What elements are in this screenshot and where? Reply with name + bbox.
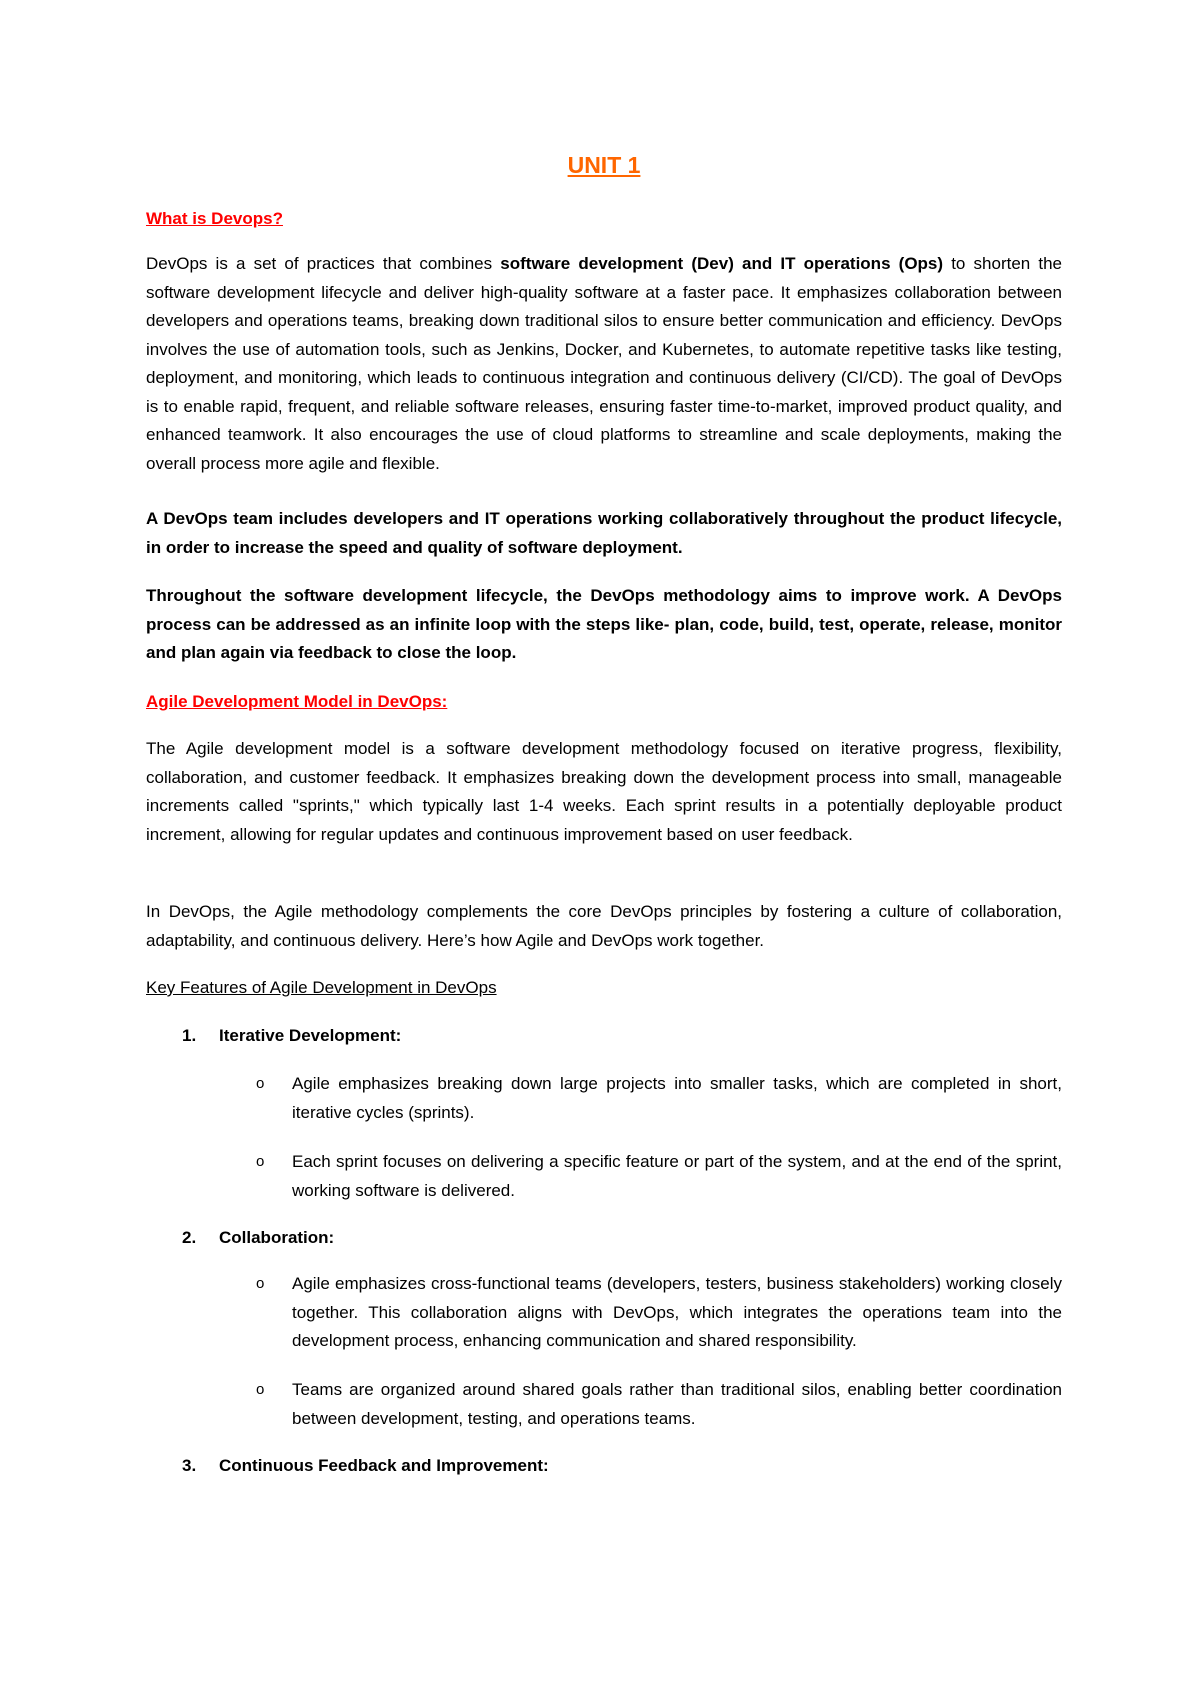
- bullet-icon: o: [256, 1153, 265, 1170]
- sub-bullet-text: Each sprint focuses on delivering a specific feature or part of the system, and at the end of the sprint, working software is delivered.: [292, 1152, 1062, 1200]
- section-heading-text: What is Devops?: [146, 209, 283, 228]
- paragraph-text: In DevOps, the Agile methodology complements the core DevOps principles by fostering a culture of collaboration, adaptability, and continuous delivery. Here’s how Agile and DevOps work together.: [146, 902, 1062, 950]
- list-label: Collaboration:: [219, 1228, 335, 1247]
- section-heading-text: Agile Development Model in DevOps:: [146, 692, 448, 711]
- section-heading-text: Key Features of Agile Development in DevOps: [146, 978, 497, 997]
- list-number: 3.: [182, 1456, 197, 1475]
- list-label: Iterative Development:: [219, 1026, 402, 1045]
- devops-lifecycle-paragraph: [146, 582, 1062, 668]
- paragraph-text: DevOps is a set of practices that combines software development (Dev) and IT operations (Ops) to shorten the software development lifecycle and deliver high-quality software at a faster pace. It emphasizes collaboration between developers and operations teams, breaking down traditional silos to ensure better communication and efficiency. DevOps involves the use of automation tools, such as Jenkins, Docker, and Kubernetes, to automate repetitive tasks like testing, deployment, and monitoring, which leads to continuous integration and continuous delivery (CI/CD). The goal of DevOps is to enable rapid, frequent, and reliable software releases, ensuring faster time-to-market, improved product quality, and enhanced teamwork. It also encourages the use of cloud platforms to streamline and scale deployments, making the overall process more agile and flexible.: [146, 254, 1063, 473]
- list-number: 2.: [182, 1228, 197, 1247]
- bullet-icon: o: [256, 1275, 265, 1292]
- page-title: UNIT 1: [567, 152, 641, 178]
- list-number: 1.: [182, 1026, 197, 1045]
- sub-bullet-text: Agile emphasizes breaking down large projects into smaller tasks, which are completed in short, iterative cycles (sprints).: [292, 1074, 1062, 1122]
- sub-bullet-text: Teams are organized around shared goals rather than traditional silos, enabling better coordination between development, testing, and operations teams.: [292, 1380, 1062, 1428]
- paragraph-text: Throughout the software development lifecycle, the DevOps methodology aims to improve work. A DevOps process can be addressed as an infinite loop with the steps like- plan, code, build, test, operate, release, monitor and plan again via feedback to close the loop.: [146, 586, 1062, 662]
- paragraph-text: A DevOps team includes developers and IT operations working collaboratively throughout the product lifecycle, in order to increase the speed and quality of software deployment.: [146, 509, 1062, 557]
- devops-definition-paragraph: [146, 250, 1062, 478]
- agile-model-paragraph: [146, 735, 1062, 849]
- bullet-icon: o: [256, 1075, 265, 1092]
- bullet-icon: o: [256, 1381, 265, 1398]
- section-heading-key-features: [146, 974, 1062, 1003]
- devops-team-paragraph: [146, 505, 1062, 562]
- section-heading-agile-model: [146, 688, 1062, 717]
- agile-devops-paragraph: [146, 898, 1062, 955]
- section-heading-what-is-devops: [146, 205, 1062, 234]
- sub-bullet-text: Agile emphasizes cross-functional teams (developers, testers, business stakeholders) working closely together. This collaboration aligns with DevOps, which integrates the operations team into the development process, enhancing communication and shared responsibility.: [292, 1274, 1062, 1350]
- paragraph-text: The Agile development model is a software development methodology focused on iterative progress, flexibility, collaboration, and customer feedback. It emphasizes breaking down the development process into small, manageable increments called "sprints," which typically last 1-4 weeks. Each sprint results in a potentially deployable product increment, allowing for regular updates and continuous improvement based on user feedback.: [146, 739, 1062, 844]
- list-label: Continuous Feedback and Improvement:: [219, 1456, 549, 1475]
